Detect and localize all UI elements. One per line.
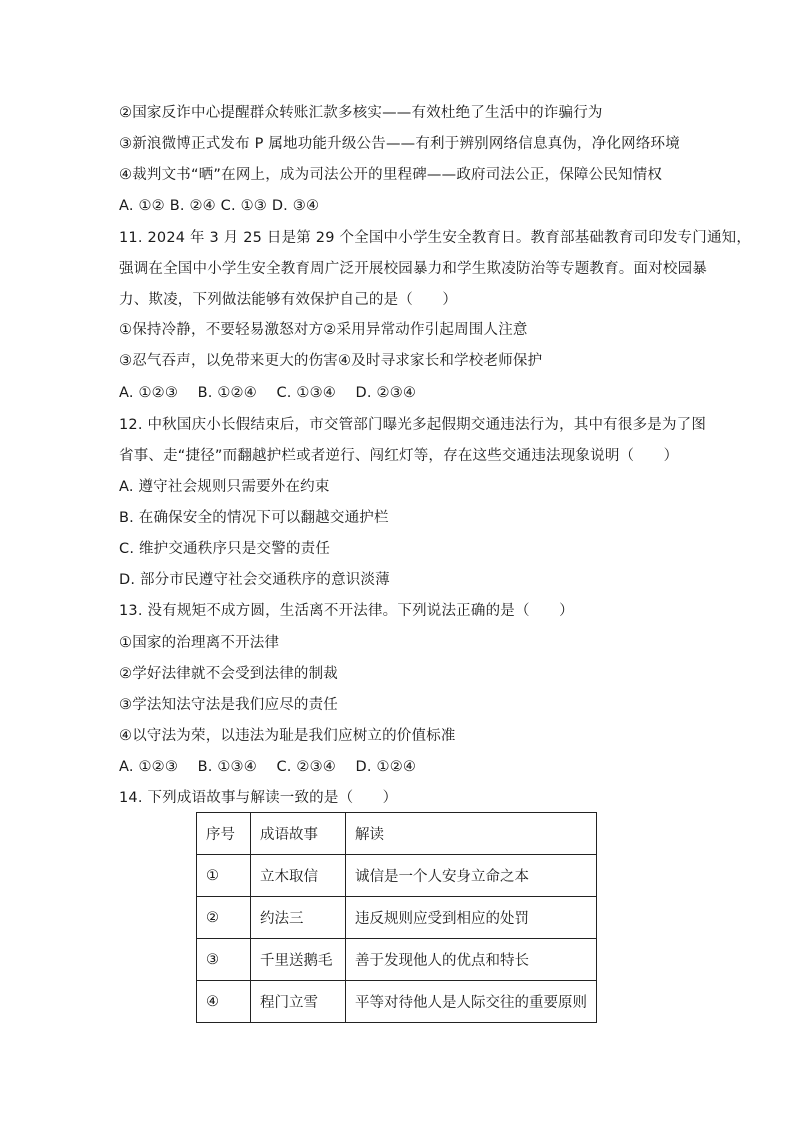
q12-option-c: C. 维护交通秩序只是交警的责任 [119, 541, 331, 557]
table-row [197, 939, 597, 981]
q12-option-d: D. 部分市民遵守社会交通秩序的意识淡薄 [119, 572, 390, 588]
row-idiom-cell: 程门立雪 [251, 981, 346, 1023]
q12-stem-line-2: 省事、走“捷径”而翻越护栏或者逆行、闯红灯等，存在这些交通违法现象说明（ ） [119, 448, 679, 464]
q11-stem-line-1: 11. 2024 年 3 月 25 日是第 29 个全国中小学生安全教育日。教育部基础教育司印发专门通知， [119, 230, 752, 246]
header-cell-idiom: 成语故事 [251, 813, 346, 855]
header-cell-interpretation: 解读 [346, 813, 597, 855]
q11-answer-choices: A. ①②③ B. ①②④ C. ①③④ D. ②③④ [119, 385, 417, 401]
row-idiom-cell: 立木取信 [251, 855, 346, 897]
q14-stem: 14. 下列成语故事与解读一致的是（ ） [119, 790, 398, 806]
q13-option-3: ③学法知法守法是我们应尽的责任 [119, 697, 338, 713]
q12-stem-line-1: 12. 中秋国庆小长假结束后，市交管部门曝光多起假期交通违法行为，其中有很多是为了图 [119, 417, 707, 433]
q11-options-line-2: ③忍气吞声，以免带来更大的伤害④及时寻求家长和学校老师保护 [119, 353, 543, 369]
q12-option-b: B. 在确保安全的情况下可以翻越交通护栏 [119, 510, 389, 526]
table-row [197, 897, 597, 939]
q12-option-a: A. 遵守社会规则只需要外在约束 [119, 479, 330, 495]
row-interpretation-cell: 善于发现他人的优点和特长 [346, 939, 597, 981]
row-number-cell: ③ [197, 939, 251, 981]
row-interpretation-cell: 平等对待他人是人际交往的重要原则 [346, 981, 597, 1023]
q10-answer-choices: A. ①② B. ②④ C. ①③ D. ③④ [119, 198, 320, 214]
row-interpretation-cell: 违反规则应受到相应的处罚 [346, 897, 597, 939]
q13-option-4: ④以守法为荣，以违法为耻是我们应树立的价值标准 [119, 728, 456, 744]
q13-option-2: ②学好法律就不会受到法律的制裁 [119, 666, 338, 682]
row-idiom-cell: 千里送鹅毛 [251, 939, 346, 981]
q11-stem-line-3: 力、欺凌，下列做法能够有效保护自己的是（ ） [119, 292, 458, 308]
row-number-cell: ① [197, 855, 251, 897]
row-number-cell: ④ [197, 981, 251, 1023]
table-header-row [197, 813, 597, 855]
table-row [197, 855, 597, 897]
q10-option-3: ③新浪微博正式发布 P 属地功能升级公告——有利于辨别网络信息真伪，净化网络环境 [119, 136, 680, 152]
q10-option-4: ④裁判文书“晒”在网上，成为司法公开的里程碑——政府司法公正，保障公民知情权 [119, 167, 663, 183]
row-interpretation-cell: 诚信是一个人安身立命之本 [346, 855, 597, 897]
q13-option-1: ①国家的治理离不开法律 [119, 635, 280, 651]
q11-options-line-1: ①保持冷静，不要轻易激怒对方②采用异常动作引起周围人注意 [119, 322, 528, 338]
row-number-cell: ② [197, 897, 251, 939]
idiom-table [196, 812, 597, 1023]
row-idiom-cell: 约法三 [251, 897, 346, 939]
q13-stem: 13. 没有规矩不成方圆，生活离不开法律。下列说法正确的是（ ） [119, 603, 574, 619]
q11-stem-line-2: 强调在全国中小学生安全教育周广泛开展校园暴力和学生欺凌防治等专题教育。面对校园暴 [119, 261, 707, 277]
table-row [197, 981, 597, 1023]
q10-option-2: ②国家反诈中心提醒群众转账汇款多核实——有效杜绝了生活中的诈骗行为 [119, 105, 603, 121]
q13-answer-choices: A. ①②③ B. ①③④ C. ②③④ D. ①②④ [119, 759, 417, 775]
header-cell-number: 序号 [197, 813, 251, 855]
